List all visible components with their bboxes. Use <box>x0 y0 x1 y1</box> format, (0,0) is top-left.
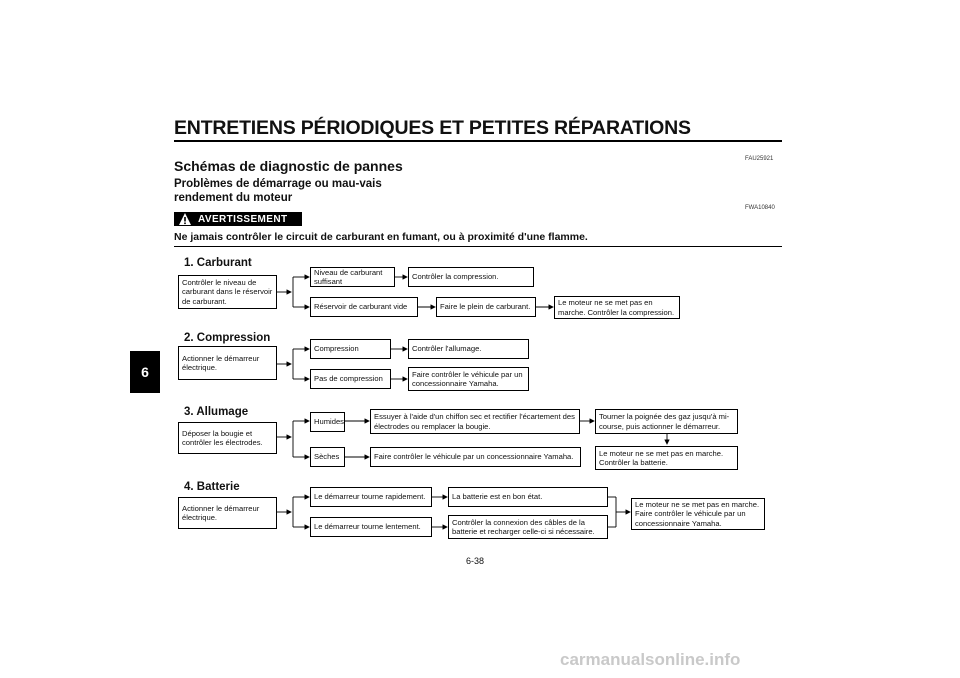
box-compression-start: Actionner le démarreur électrique. <box>178 346 277 380</box>
watermark: carmanualsonline.info <box>560 650 741 669</box>
subsection-title: Problèmes de démarrage ou mau-vais rendement du moteur <box>174 178 382 204</box>
box-compression-b2: Faire contrôler le véhicule par un concessionnaire Yamaha. <box>408 367 529 391</box>
box-allumage-b1: Sèches <box>310 447 345 467</box>
box-carburant-b3: Le moteur ne se met pas en marche. Contrôler la compression. <box>554 296 680 319</box>
box-allumage-a1: Humides <box>310 412 345 432</box>
box-compression-a1: Compression <box>310 339 391 359</box>
box-batterie-b2: Contrôler la connexion des câbles de la batterie et recharger celle-ci si nécessaire. <box>448 515 608 539</box>
warning-label: AVERTISSEMENT <box>198 213 288 225</box>
box-batterie-end: Le moteur ne se met pas en marche. Faire contrôler le véhicule par un concessionnaire Yamaha. <box>631 498 765 530</box>
heading-batterie: 4. Batterie <box>184 481 240 493</box>
box-compression-a2: Contrôler l'allumage. <box>408 339 529 359</box>
section-title: Schémas de diagnostic de pannes <box>174 158 403 174</box>
box-allumage-start: Déposer la bougie et contrôler les électrodes. <box>178 422 277 454</box>
box-carburant-a1: Niveau de carburant suffisant <box>310 267 395 287</box>
box-allumage-a2: Essuyer à l'aide d'un chiffon sec et rectifier l'écartement des électrodes ou remplacer la bougie. <box>370 409 580 434</box>
box-allumage-a3: Tourner la poignée des gaz jusqu'à mi-course, puis actionner le démarreur. <box>595 409 738 434</box>
heading-carburant: 1. Carburant <box>184 257 252 269</box>
box-carburant-b1: Réservoir de carburant vide <box>310 297 418 317</box>
heading-compression: 2. Compression <box>184 332 271 344</box>
box-allumage-b3: Le moteur ne se met pas en marche. Contrôler la batterie. <box>595 446 738 470</box>
section-code: FAU25921 <box>745 156 774 162</box>
box-carburant-b2: Faire le plein de carburant. <box>436 297 536 317</box>
chapter-tab: 6 <box>130 351 160 393</box>
box-carburant-a2: Contrôler la compression. <box>408 267 534 287</box>
box-batterie-b1: Le démarreur tourne lentement. <box>310 517 432 537</box>
heading-allumage: 3. Allumage <box>184 406 249 418</box>
box-carburant-start: Contrôler le niveau de carburant dans le réservoir de carburant. <box>178 275 277 309</box>
page-number: 6-38 <box>466 556 485 566</box>
box-batterie-a1: Le démarreur tourne rapidement. <box>310 487 432 507</box>
box-batterie-start: Actionner le démarreur électrique. <box>178 497 277 529</box>
box-batterie-a2: La batterie est en bon état. <box>448 487 608 507</box>
warning-code: FWA10840 <box>745 205 775 211</box>
warning-text: Ne jamais contrôler le circuit de carburant en fumant, ou à proximité d'une flamme. <box>174 231 588 243</box>
box-allumage-b2: Faire contrôler le véhicule par un concessionnaire Yamaha. <box>370 447 581 467</box>
box-compression-b1: Pas de compression <box>310 369 391 389</box>
page-header-title: ENTRETIENS PÉRIODIQUES ET PETITES RÉPARATIONS <box>174 117 691 139</box>
